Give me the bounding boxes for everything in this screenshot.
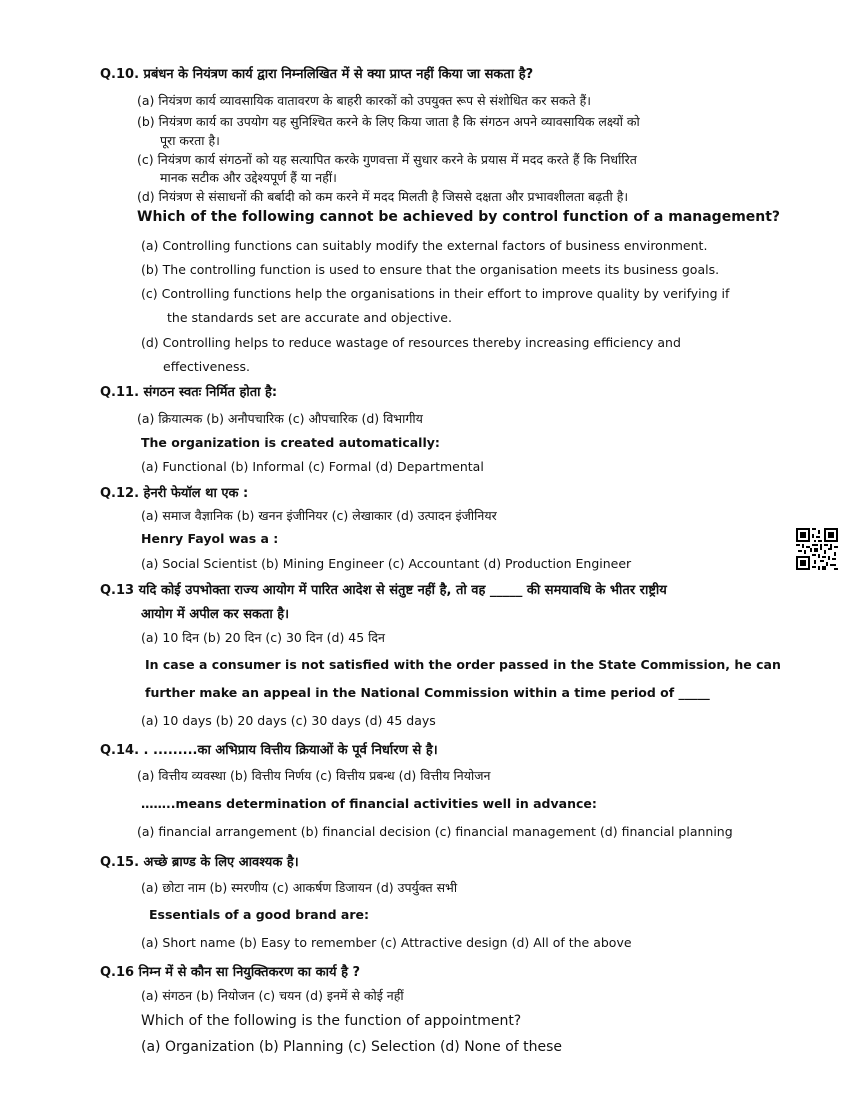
q12-english-question: Henry Fayol was a : (141, 531, 279, 546)
q15-title: Q.15. अच्छे ब्राण्ड के लिए आवश्यक है। (100, 855, 299, 870)
q11-title: Q.11. संगठन स्वतः निर्मित होता है: (100, 385, 278, 400)
q14-english-options: (a) financial arrangement (b) financial decision (c) financial management (d) financial planning (137, 824, 733, 839)
q12-hindi-options: (a) समाज वैज्ञानिक (b) खनन इंजीनियर (c) लेखाकार (d) उत्पादन इंजीनियर (141, 508, 497, 523)
q10-hindi-option-a: (a) नियंत्रण कार्य व्यावसायिक वातावरण के बाहरी कारकों को उपयुक्त रूप से संशोधित कर सकते हैं। (137, 93, 591, 108)
q10-english-option-b: (b) The controlling function is used to ensure that the organisation meets its business goals. (141, 262, 720, 277)
q13-hindi-options: (a) 10 दिन (b) 20 दिन (c) 30 दिन (d) 45 दिन (141, 630, 385, 645)
q10-english-option-c-cont: the standards set are accurate and objective. (167, 310, 452, 325)
q10-english-question: Which of the following cannot be achieved by control function of a management? (137, 209, 781, 225)
q16-hindi-options: (a) संगठन (b) नियोजन (c) चयन (d) इनमें से कोई नहीं (141, 988, 404, 1003)
qr-code-icon (796, 528, 838, 570)
q10-english-option-c: (c) Controlling functions help the organisations in their effort to improve quality by verifying if (141, 286, 730, 301)
q13-english-question: In case a consumer is not satisfied with the order passed in the State Commission, he can (145, 657, 781, 672)
q11-english-question: The organization is created automatically: (141, 435, 440, 450)
q10-hindi-option-b: (b) नियंत्रण कार्य का उपयोग यह सुनिश्चित करने के लिए किया जाता है कि संगठन अपने व्यावसायिक लक्ष्यों को (137, 114, 640, 129)
q15-english-question: Essentials of a good brand are: (149, 907, 369, 922)
q16-english-question: Which of the following is the function of appointment? (141, 1013, 522, 1029)
q14-hindi-options: (a) वित्तीय व्यवस्था (b) वित्तीय निर्णय (c) वित्तीय प्रबन्ध (d) वित्तीय नियोजन (137, 768, 491, 783)
q11-hindi-options: (a) क्रियात्मक (b) अनौपचारिक (c) औपचारिक (d) विभागीय (137, 411, 423, 426)
q10-hindi-option-b-cont: पूरा करता है। (160, 133, 220, 148)
q14-english-question: ……..means determination of financial activities well in advance: (141, 796, 597, 811)
q13-english-options: (a) 10 days (b) 20 days (c) 30 days (d) 45 days (141, 713, 436, 728)
q12-english-options: (a) Social Scientist (b) Mining Engineer (c) Accountant (d) Production Engineer (141, 556, 632, 571)
q10-english-option-d-cont: effectiveness. (163, 359, 250, 374)
q15-hindi-options: (a) छोटा नाम (b) स्मरणीय (c) आकर्षण डिजायन (d) उपर्युक्त सभी (141, 880, 458, 895)
q14-title: Q.14. . .........का अभिप्राय वित्तीय क्रियाओं के पूर्व निर्धारण से है। (100, 743, 438, 758)
q10-hindi-option-c-cont: मानक सटीक और उद्देश्यपूर्ण हैं या नहीं। (160, 170, 337, 185)
q13-title: Q.13 यदि कोई उपभोक्ता राज्य आयोग में पारित आदेश से संतुष्ट नहीं है, तो वह _____ की समयावधि के भीतर राष्ट्रीय (100, 583, 667, 598)
q16-title: Q.16 निम्न में से कौन सा नियुक्तिकरण का कार्य है ? (100, 965, 361, 980)
q10-english-option-d: (d) Controlling helps to reduce wastage of resources thereby increasing efficiency and (141, 335, 681, 350)
q12-title: Q.12. हेनरी फेयॉल था एक : (100, 486, 249, 501)
q15-english-options: (a) Short name (b) Easy to remember (c) Attractive design (d) All of the above (141, 935, 632, 950)
q11-english-options: (a) Functional (b) Informal (c) Formal (d) Departmental (141, 459, 484, 474)
q13-title-cont: आयोग में अपील कर सकता है। (141, 607, 290, 622)
q16-english-options: (a) Organization (b) Planning (c) Selection (d) None of these (141, 1039, 563, 1055)
q13-english-question-cont: further make an appeal in the National Commission within a time period of _____ (145, 685, 710, 700)
q10-hindi-option-c: (c) नियंत्रण कार्य संगठनों को यह सत्यापित करके गुणवत्ता में सुधार करने के प्रयास में मदद करते हैं कि निर्धारित (137, 152, 637, 167)
q10-english-option-a: (a) Controlling functions can suitably modify the external factors of business environment. (141, 238, 708, 253)
q10-hindi-option-d: (d) नियंत्रण से संसाधनों की बर्बादी को कम करने में मदद मिलती है जिससे दक्षता और प्रभावशीलता बढ़ती है। (137, 189, 629, 204)
q10-title: Q.10. प्रबंधन के नियंत्रण कार्य द्वारा निम्नलिखित में से क्या प्राप्त नहीं किया जा सकता है? (100, 67, 534, 82)
